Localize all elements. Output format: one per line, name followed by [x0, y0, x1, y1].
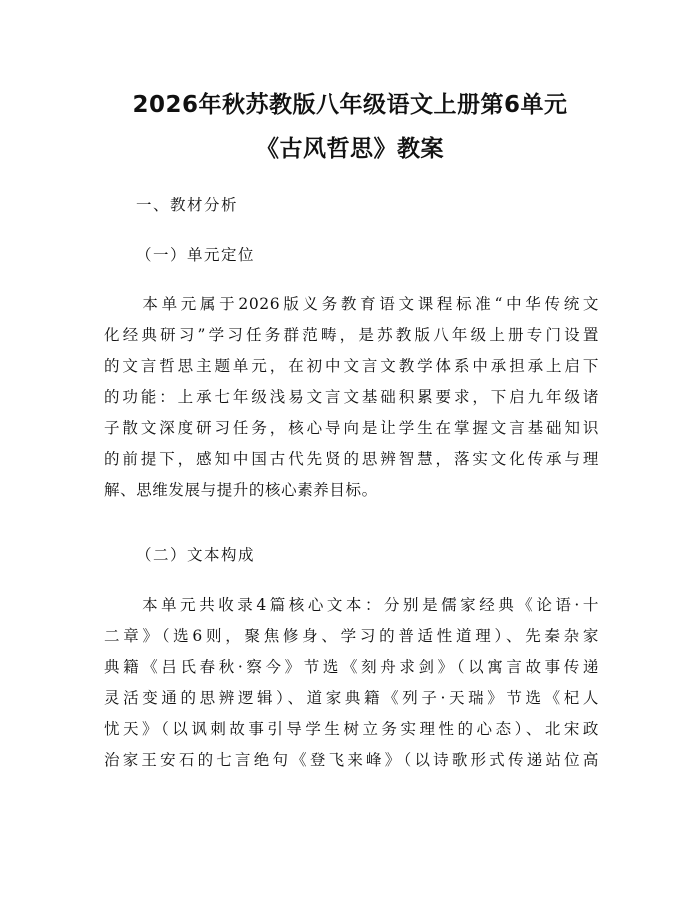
paragraph-line: 化经典研习”学习任务群范畴，是苏教版八年级上册专门设置 — [104, 326, 599, 344]
paragraph-line: 治家王安石的七言绝句《登飞来峰》（以诗歌形式传递站位高 — [104, 751, 599, 769]
document-title-line-2: 《古风哲思》教案 — [256, 136, 444, 162]
subsection-heading-text-composition: （二）文本构成 — [136, 546, 256, 564]
paragraph-line: 典籍《吕氏春秋·察今》节选《刻舟求剑》（以寓言故事传递 — [104, 658, 599, 676]
paragraph-line: 解、思维发展与提升的核心素养目标。 — [104, 481, 378, 499]
paragraph-line: 子散文深度研习任务，核心导向是让学生在掌握文言基础知识 — [104, 419, 599, 437]
section-heading-textbook-analysis: 一、教材分析 — [136, 196, 239, 214]
paragraph-line: 的功能：上承七年级浅易文言文基础积累要求，下启九年级诸 — [104, 388, 599, 406]
paragraph-line: 的前提下，感知中国古代先贤的思辨智慧，落实文化传承与理 — [104, 450, 599, 468]
paragraph-text-composition — [104, 590, 599, 776]
paragraph-line: 本单元共收录4篇核心文本：分别是儒家经典《论语·十 — [104, 596, 599, 614]
paragraph-line: 本单元属于2026版义务教育语文课程标准“中华传统文 — [104, 295, 599, 313]
paragraph-line: 灵活变通的思辨逻辑）、道家典籍《列子·天瑞》节选《杞人 — [104, 689, 599, 707]
paragraph-unit-positioning — [104, 289, 599, 506]
document-title-line-1: 2026年秋苏教版八年级语文上册第6单元 — [132, 92, 568, 118]
paragraph-line: 的文言哲思主题单元，在初中文言文教学体系中承担承上启下 — [104, 357, 599, 375]
paragraph-line: 二章》（选6则，聚焦修身、学习的普适性道理）、先秦杂家 — [104, 627, 599, 645]
subsection-heading-unit-positioning: （一）单元定位 — [136, 246, 256, 264]
paragraph-line: 忧天》（以讽刺故事引导学生树立务实理性的心态）、北宋政 — [104, 720, 599, 738]
